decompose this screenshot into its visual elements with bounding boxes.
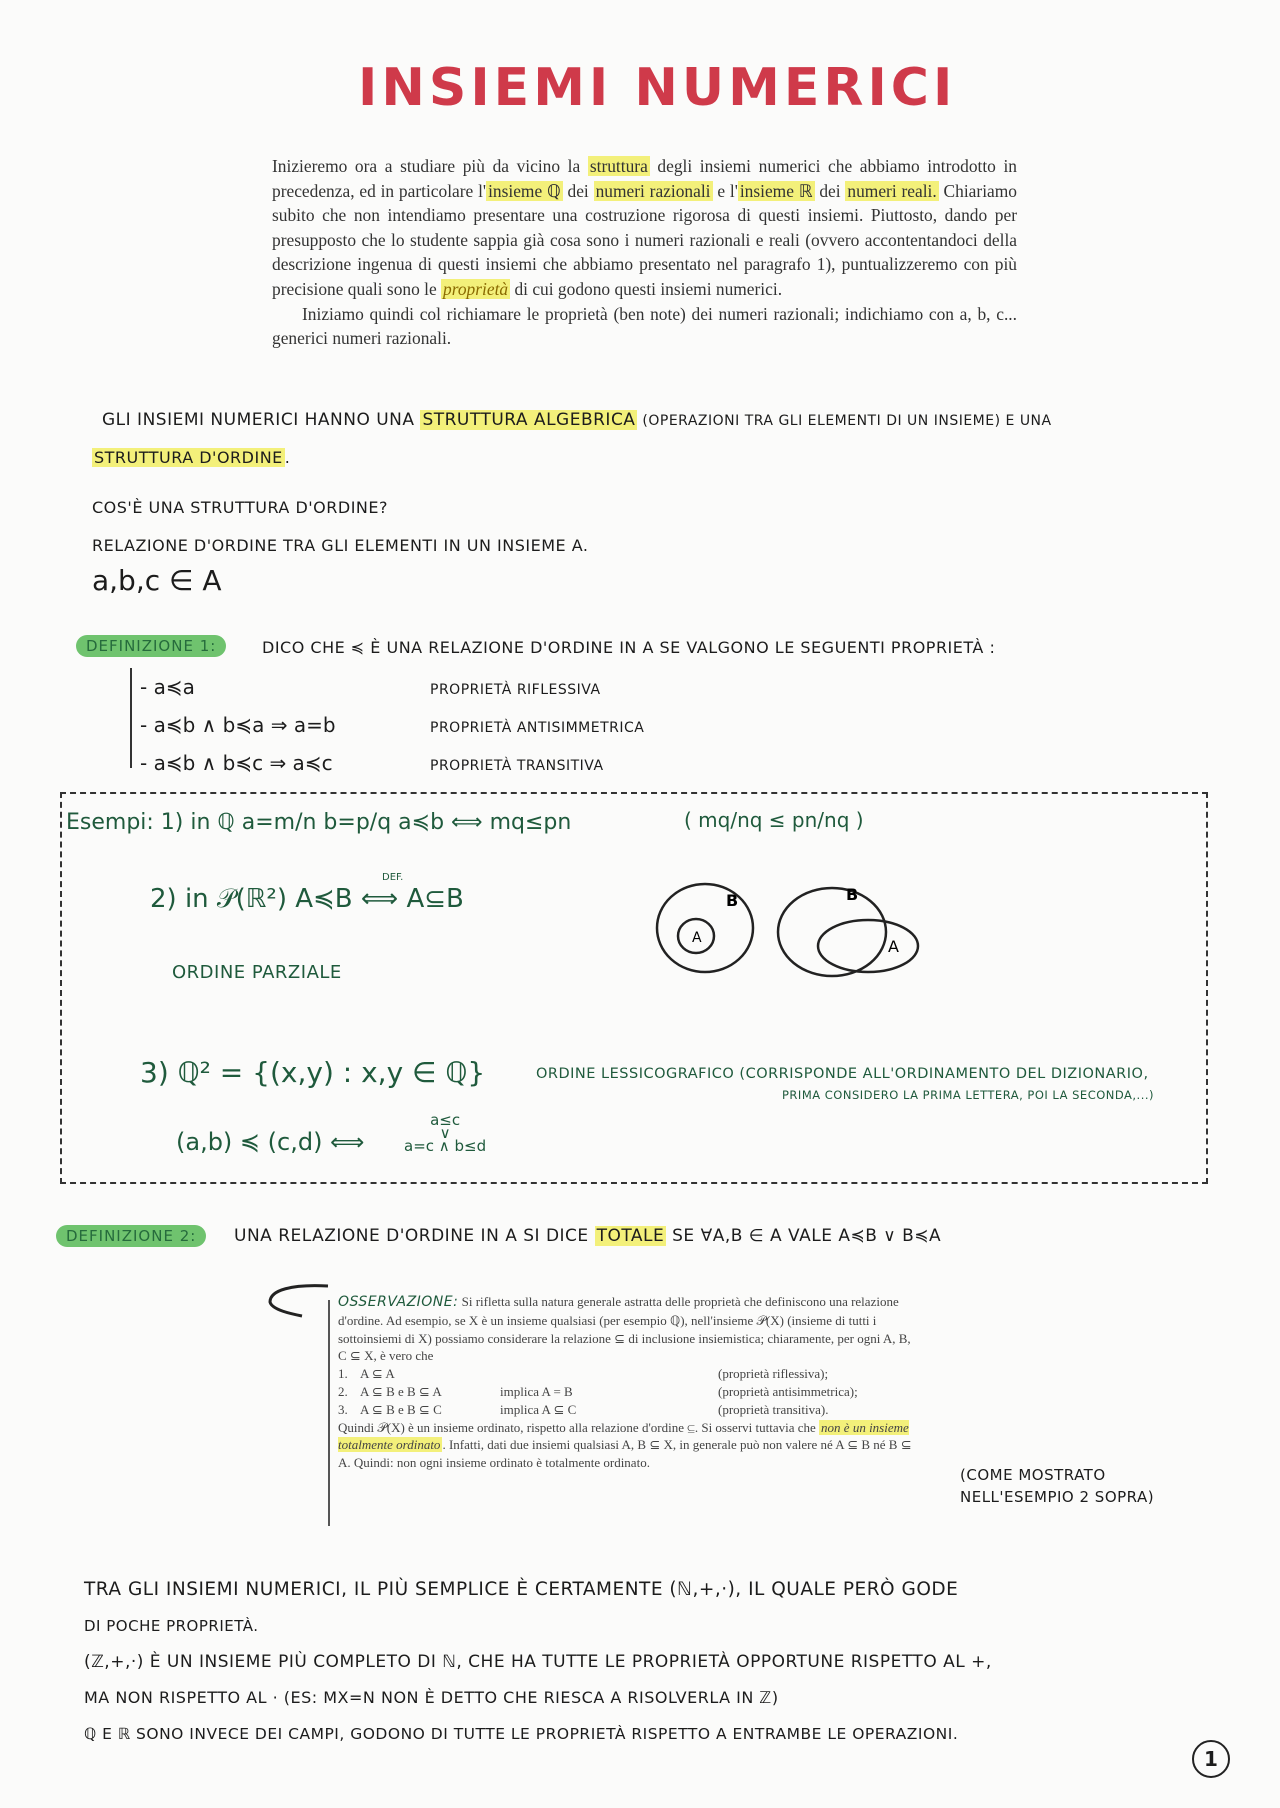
property-row: [140, 670, 644, 708]
venn-set-b-outer: [657, 884, 753, 972]
note-text: GLI INSIEMI NUMERICI HANNO UNA: [102, 410, 421, 430]
venn-label-b2: B: [846, 885, 859, 904]
row-formula: A ⊆ B e B ⊆ A: [360, 1383, 442, 1399]
row-property: (proprietà antisimmetrica);: [718, 1383, 858, 1399]
definition-2-text: [234, 1226, 941, 1246]
highlight: proprietà: [443, 278, 509, 299]
property-name: PROPRIETÀ RIFLESSIVA: [430, 682, 601, 698]
observation-row: [338, 1401, 918, 1419]
row-number: 2.: [338, 1383, 348, 1399]
highlight: struttura: [589, 156, 648, 176]
intro-text-part: Inizieremo ora a studiare più da vicino la: [272, 156, 588, 176]
lexicographic-order-2: PRIMA CONSIDERO LA PRIMA LETTERA, POI LA SECONDA,...): [782, 1088, 1155, 1102]
venn-label-a2: A: [888, 937, 899, 956]
highlight: insieme ℚ: [488, 180, 561, 201]
row-implication: implica A ⊆ C: [500, 1401, 577, 1417]
lexicographic-order: ORDINE LESSICOGRAFICO (CORRISPONDE ALL'ORDINAMENTO DEL DIZIONARIO,: [536, 1066, 1149, 1082]
highlight: numeri reali.: [847, 180, 937, 201]
elements-note: a,b,c ∈ A: [92, 564, 222, 597]
highlight: STRUTTURA ALGEBRICA: [422, 410, 636, 430]
row-number: 3.: [338, 1401, 348, 1417]
highlight: STRUTTURA D'ORDINE: [94, 448, 283, 467]
notes-structure-2: [92, 448, 290, 467]
observation-body: Quindi 𝒫(X) è un insieme ordinato, rispetto alla relazione d'ordine ⊆. Si osservi tuttavia che: [338, 1419, 820, 1435]
page-title: INSIEMI NUMERICI: [358, 58, 957, 118]
note-text: (OPERAZIONI TRA GLI ELEMENTI DI UN INSIEME) E UNA: [637, 413, 1052, 429]
observation-row: [338, 1383, 918, 1401]
final-line: DI POCHE PROPRIETÀ.: [84, 1617, 259, 1635]
intro-paragraph-2: Iniziamo quindi col richiamare le proprietà (ben note) dei numeri razionali; indichiamo con a, b, c... generici numeri razionali.: [272, 303, 1017, 349]
row-formula: A ⊆ B e B ⊆ C: [360, 1401, 442, 1417]
example-2: 2) in 𝒫(ℝ²) A≼B ⟺ A⊆B: [150, 884, 464, 914]
def2-text-part: UNA RELAZIONE D'ORDINE IN A SI DICE: [234, 1226, 595, 1246]
property-formula: - a≼b ∧ b≼a ⇒ a=b: [140, 713, 336, 737]
property-formula: - a≼b ∧ b≼c ⇒ a≼c: [140, 751, 333, 775]
highlight: numeri razionali: [595, 180, 711, 201]
observation-conclusion: [338, 1419, 918, 1472]
final-line: ℚ E ℝ SONO INVECE DEI CAMPI, GODONO DI TUTTE LE PROPRIETÀ RISPETTO A ENTRAMBE LE OPERAZIONI.: [84, 1725, 959, 1743]
row-property: (proprietà riflessiva);: [718, 1366, 829, 1382]
def-mark: DEF.: [382, 872, 404, 883]
example-1: Esempi: 1) in ℚ a=m/n b=p/q a≼b ⟺ mq≤pn: [66, 810, 572, 835]
example-1-fraction: ( mq/nq ≤ pn/nq ): [684, 808, 864, 832]
property-row: [140, 746, 644, 784]
row-implication: [500, 1365, 718, 1383]
venn-label-a1: A: [692, 930, 702, 946]
definition-2-label: [56, 1226, 206, 1245]
highlight: TOTALE: [596, 1226, 665, 1246]
def2-text-part: SE ∀A,B ∈ A VALE A≼B ∨ B≼A: [666, 1226, 942, 1246]
highlight: non è un insieme totalmente ordinato: [338, 1419, 909, 1453]
intro-text-part: e l': [712, 180, 738, 201]
note-text: .: [284, 448, 291, 467]
intro-text-part: dei: [814, 180, 846, 201]
intro-text-part: Chiariamo subito che non intendiamo presentare una costruzione rigorosa di questi insiemi. Piuttosto, dando per presupposto che lo studente sappia già cosa sono i numeri razionali e reali (ovvero accontentandoci della descrizione ingenua di questi insiemi che abbiamo presentato nel paragrafo 1), puntualizzeremo con più precisione quali sono le: [272, 180, 1017, 299]
example-3: 3) ℚ² = {(x,y) : x,y ∈ ℚ}: [140, 1056, 486, 1089]
question-order: COS'È UNA STRUTTURA D'ORDINE?: [92, 498, 388, 517]
observation-intro: [338, 1293, 918, 1365]
definition-1-text: DICO CHE ≼ È UNA RELAZIONE D'ORDINE IN A SE VALGONO LE SEGUENTI PROPRIETÀ :: [262, 638, 996, 657]
partial-order-label: ORDINE PARZIALE: [172, 962, 342, 983]
condition-2: a=c ∧ b≤d: [404, 1137, 487, 1155]
definition-1-label: [76, 636, 226, 655]
observation-row: [338, 1365, 918, 1383]
order-relation-note: RELAZIONE D'ORDINE TRA GLI ELEMENTI IN UN INSIEME A.: [92, 536, 589, 555]
observation-label: OSSERVAZIONE:: [338, 1294, 459, 1310]
observation-bar: [328, 1300, 330, 1526]
property-formula: - a≼a: [140, 675, 195, 699]
bracket-bar: [130, 668, 132, 768]
venn-diagrams: [640, 860, 940, 990]
row-property: (proprietà transitiva).: [718, 1401, 829, 1417]
property-name: PROPRIETÀ ANTISIMMETRICA: [430, 720, 645, 736]
property-name: PROPRIETÀ TRANSITIVA: [430, 758, 604, 774]
intro-text-part: di cui godono questi insiemi numerici.: [510, 278, 783, 299]
row-formula: A ⊆ A: [360, 1366, 395, 1382]
final-notes: [84, 1572, 1234, 1752]
observation-side-note: (COME MOSTRATO NELL'ESEMPIO 2 SOPRA): [960, 1466, 1155, 1506]
property-row: [140, 708, 644, 746]
example-3-conditions: [404, 1111, 487, 1155]
example-3-relation: (a,b) ≼ (c,d) ⟺: [176, 1128, 365, 1156]
intro-text-part: degli insiemi numerici che abbiamo introdotto in precedenza, ed in particolare l': [272, 156, 1018, 201]
intro-text: [272, 154, 1017, 351]
final-line: MA NON RISPETTO AL · (ES: MX=N NON È DETTO CHE RIESCA A RISOLVERLA IN ℤ): [84, 1688, 779, 1707]
final-line: (ℤ,+,·) È UN INSIEME PIÙ COMPLETO DI ℕ, CHE HA TUTTE LE PROPRIETÀ OPPORTUNE RISPETTO AL +,: [84, 1652, 992, 1672]
final-line: TRA GLI INSIEMI NUMERICI, IL PIÙ SEMPLICE È CERTAMENTE (ℕ,+,·), IL QUALE PERÒ GODE: [84, 1579, 959, 1600]
highlight: insieme ℝ: [739, 180, 813, 201]
definition-pill: DEFINIZIONE 2:: [56, 1225, 206, 1247]
observation-body: . Infatti, dati due insiemi qualsiasi A, B ⊆ X, in generale può non valere né A ⊆ B né B ⊆ A. Quindi: non ogni insieme ordinato è totalmente ordinato.: [338, 1437, 912, 1471]
venn-label-b1: B: [726, 891, 739, 910]
observation-text: [338, 1293, 918, 1472]
condition-or: ∨: [439, 1124, 451, 1142]
examples-box: [60, 792, 1208, 1184]
condition-1: a≤c: [430, 1111, 461, 1129]
page-number: 1: [1192, 1740, 1230, 1778]
definition-1-properties: [140, 670, 644, 784]
row-implication: implica A = B: [500, 1383, 573, 1399]
row-number: 1.: [338, 1366, 348, 1382]
observation-body: Si rifletta sulla natura generale astratta delle proprietà che definiscono una relazione d'ordine. Ad esempio, se X è un insieme qualsiasi (per esempio ℚ), nell'insieme 𝒫(X) (insieme di tutti i sottoinsiemi di X) possiamo considerare la relazione ⊆ di inclusione insiemistica; chiaramente, per ogni A, B, C ⊆ X, è vero che: [338, 1294, 911, 1364]
notes-structure: [102, 410, 1202, 430]
curved-arrow-icon: [262, 1280, 332, 1320]
intro-text-part: dei: [562, 180, 594, 201]
definition-pill: DEFINIZIONE 1:: [76, 635, 226, 657]
